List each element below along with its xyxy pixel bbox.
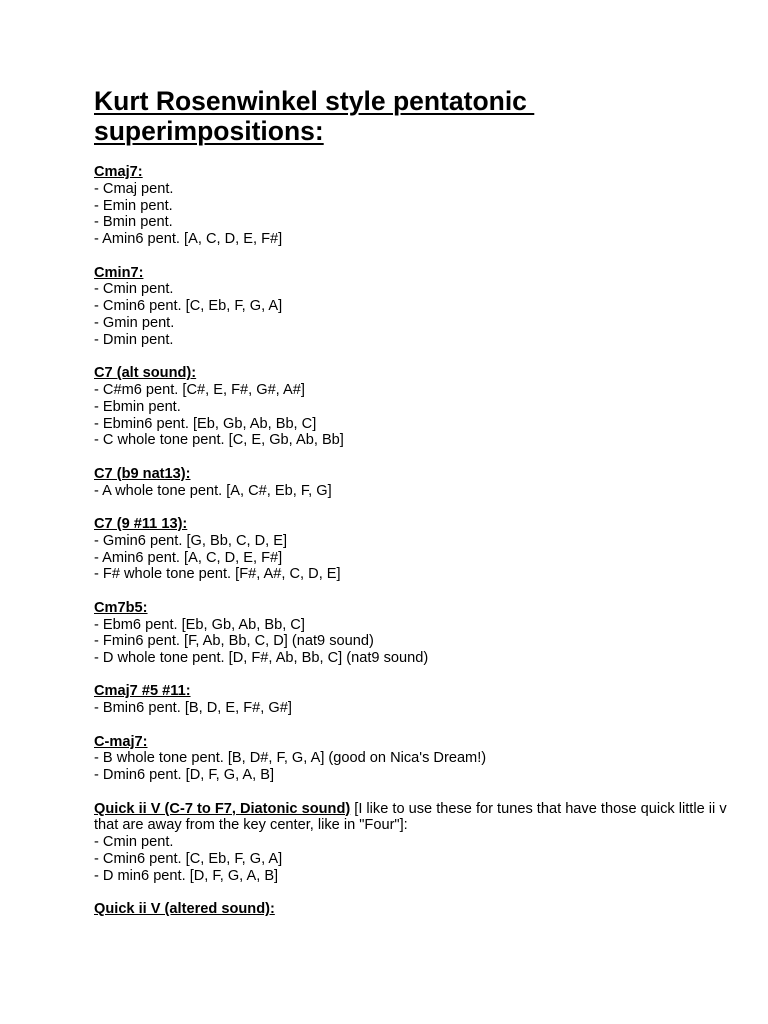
list-item: - Amin6 pent. [A, C, D, E, F#] — [94, 549, 283, 566]
section-quick-ii-v — [94, 801, 734, 885]
list-item: - Gmin6 pent. [G, Bb, C, D, E] — [94, 532, 288, 549]
list-item: - Dmin pent. — [94, 331, 174, 348]
chord-section — [94, 265, 734, 349]
chord-section — [94, 365, 734, 449]
list-item: - Ebm6 pent. [Eb, Gb, Ab, Bb, C] — [94, 616, 305, 633]
list-item: - Amin6 pent. [A, C, D, E, F#] — [94, 231, 283, 248]
list-item: - Bmin pent. — [94, 214, 173, 231]
list-item: - C#m6 pent. [C#, E, F#, G#, A#] — [94, 381, 305, 398]
list-item: - A whole tone pent. [A, C#, Eb, F, G] — [94, 482, 332, 499]
title-line-1: Kurt Rosenwinkel style pentatonic — [94, 86, 535, 116]
section-heading: C-maj7: — [94, 733, 148, 750]
document-title — [94, 86, 734, 146]
list-item: - D whole tone pent. [D, F#, Ab, Bb, C] (nat9 sound) — [94, 650, 429, 667]
section-heading: Quick ii V (altered sound): — [94, 901, 275, 918]
list-item: - Cmaj pent. — [94, 180, 174, 197]
document-page — [94, 86, 734, 935]
chord-section — [94, 516, 734, 583]
chord-section — [94, 683, 734, 717]
list-item: - Cmin6 pent. [C, Eb, F, G, A] — [94, 851, 283, 868]
list-item: - Cmin6 pent. [C, Eb, F, G, A] — [94, 298, 283, 315]
list-item: - Cmin pent. — [94, 834, 174, 851]
list-item: - F# whole tone pent. [F#, A#, C, D, E] — [94, 566, 341, 583]
section-heading: Cmaj7: — [94, 164, 143, 180]
list-item: - C whole tone pent. [C, E, Gb, Ab, Bb] — [94, 432, 344, 449]
chord-section — [94, 164, 734, 248]
list-item: - D min6 pent. [D, F, G, A, B] — [94, 867, 279, 884]
list-item: - Ebmin pent. — [94, 398, 181, 415]
section-heading: C7 (alt sound): — [94, 365, 197, 382]
list-item: - Gmin pent. — [94, 314, 175, 331]
title-line-2: superimpositions: — [94, 116, 324, 146]
list-item: - Fmin6 pent. [F, Ab, Bb, C, D] (nat9 sound) — [94, 633, 374, 650]
section-heading: C7 (9 #11 13): — [94, 515, 188, 532]
list-item: - Dmin6 pent. [D, F, G, A, B] — [94, 767, 275, 784]
chord-section — [94, 600, 734, 667]
list-item: - Bmin6 pent. [B, D, E, F#, G#] — [94, 700, 292, 717]
chord-sections — [94, 164, 734, 784]
section-heading: Cmin7: — [94, 264, 144, 281]
list-item: - B whole tone pent. [B, D#, F, G, A] (good on Nica's Dream!) — [94, 750, 487, 767]
chord-section — [94, 734, 734, 784]
section-heading: Cmaj7 #5 #11: — [94, 683, 191, 700]
section-heading: Quick ii V (C-7 to F7, Diatonic sound) — [94, 800, 351, 817]
section-heading: C7 (b9 nat13): — [94, 465, 191, 482]
section-heading: Cm7b5: — [94, 599, 148, 616]
quick-ii-v-items — [94, 834, 734, 884]
list-item: - Emin pent. — [94, 197, 173, 214]
section-quick-ii-v-altered — [94, 901, 734, 918]
chord-section — [94, 466, 734, 500]
quick-ii-v-paragraph — [94, 801, 734, 835]
section-note: [I like to use these for tunes that have those quick little ii v that are away from the key center, like in "Four"]: — [94, 800, 727, 834]
list-item: - Ebmin6 pent. [Eb, Gb, Ab, Bb, C] — [94, 415, 317, 432]
list-item: - Cmin pent. — [94, 281, 174, 298]
